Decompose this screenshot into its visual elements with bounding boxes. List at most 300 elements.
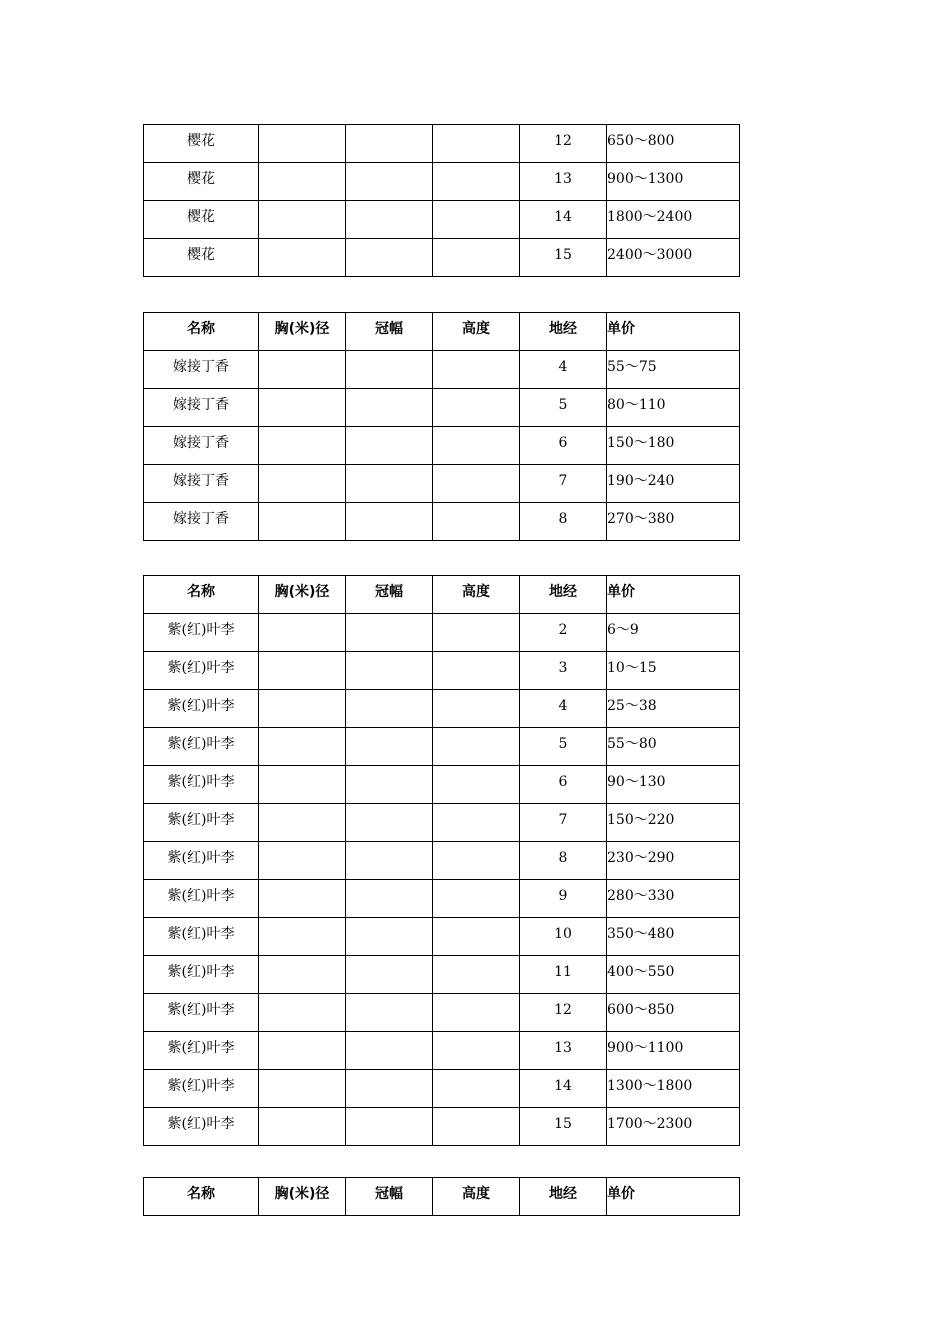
header-label: 地经 (549, 321, 577, 337)
name-cell (144, 614, 259, 652)
dbh-cell (259, 918, 346, 956)
name-cell-text: 紫(红)叶李 (167, 1040, 235, 1056)
height-cell-text (433, 766, 519, 774)
table-row (144, 918, 740, 956)
dbh-cell-text (259, 918, 345, 926)
dbh-cell-text (259, 652, 345, 660)
price-cell (607, 1070, 740, 1108)
name-cell (144, 652, 259, 690)
price-cell-text: 55～75 (607, 359, 657, 375)
ground-diameter-cell-text: 4 (558, 359, 568, 375)
ground-diameter-cell-text: 6 (558, 435, 568, 451)
ground-diameter-cell-text: 6 (558, 774, 568, 790)
price-table-next (143, 1177, 740, 1216)
name-cell-text: 紫(红)叶李 (167, 926, 235, 942)
crown-cell (346, 880, 433, 918)
crown-cell-text (346, 956, 432, 964)
ground-diameter-cell (520, 842, 607, 880)
crown-cell-text (346, 351, 432, 359)
dbh-cell (259, 842, 346, 880)
ground-diameter-cell (520, 427, 607, 465)
ground-diameter-cell (520, 389, 607, 427)
price-cell (607, 163, 740, 201)
crown-cell-text (346, 690, 432, 698)
header-label: 冠幅 (375, 584, 403, 600)
crown-cell-text (346, 842, 432, 850)
height-cell-text (433, 880, 519, 888)
dbh-cell-text (259, 239, 345, 247)
dbh-cell (259, 503, 346, 541)
price-cell-text: 280～330 (607, 888, 675, 904)
header-label: 单价 (607, 321, 635, 337)
table-row (144, 804, 740, 842)
ground-diameter-cell (520, 1032, 607, 1070)
height-cell (433, 766, 520, 804)
header-ground-diameter-cell (520, 313, 607, 351)
name-cell-text: 樱花 (187, 209, 215, 225)
dbh-cell-text (259, 1070, 345, 1078)
table-row (144, 956, 740, 994)
name-cell-text: 紫(红)叶李 (167, 888, 235, 904)
crown-cell-text (346, 427, 432, 435)
price-cell (607, 956, 740, 994)
name-cell (144, 201, 259, 239)
header-ground-diameter-cell (520, 1178, 607, 1216)
crown-cell-text (346, 880, 432, 888)
name-cell (144, 842, 259, 880)
header-label: 名称 (187, 321, 215, 337)
height-cell-text (433, 351, 519, 359)
height-cell-text (433, 125, 519, 133)
table-row (144, 690, 740, 728)
ground-diameter-cell (520, 1070, 607, 1108)
table-row (144, 652, 740, 690)
height-cell-text (433, 1032, 519, 1040)
dbh-cell-text (259, 690, 345, 698)
crown-cell (346, 1108, 433, 1146)
price-cell (607, 1032, 740, 1070)
price-cell (607, 201, 740, 239)
crown-cell-text (346, 1108, 432, 1116)
header-dbh-cell (259, 1178, 346, 1216)
ground-diameter-cell-text: 4 (558, 698, 568, 714)
height-cell-text (433, 389, 519, 397)
height-cell-text (433, 201, 519, 209)
price-cell-text: 650～800 (607, 133, 675, 149)
table-row (144, 766, 740, 804)
price-table-cherry (143, 124, 740, 277)
name-cell (144, 1108, 259, 1146)
table-row (144, 125, 740, 163)
ground-diameter-cell-text: 5 (558, 397, 568, 413)
name-cell-text: 紫(红)叶李 (167, 1116, 235, 1132)
name-cell (144, 1032, 259, 1070)
header-height-cell (433, 313, 520, 351)
table-row (144, 239, 740, 277)
height-cell (433, 690, 520, 728)
table-row (144, 994, 740, 1032)
price-cell-text: 900～1300 (607, 171, 684, 187)
crown-cell (346, 766, 433, 804)
ground-diameter-cell (520, 728, 607, 766)
price-cell (607, 125, 740, 163)
price-cell-text: 2400～3000 (607, 247, 693, 263)
header-label: 胸(米)径 (274, 1186, 330, 1202)
price-cell-text: 55～80 (607, 736, 657, 752)
crown-cell-text (346, 239, 432, 247)
ground-diameter-cell-text: 14 (554, 209, 572, 225)
height-cell-text (433, 728, 519, 736)
ground-diameter-cell-text: 11 (554, 964, 572, 980)
height-cell-text (433, 918, 519, 926)
name-cell (144, 163, 259, 201)
name-cell-text: 紫(红)叶李 (167, 622, 235, 638)
table-row (144, 163, 740, 201)
table-row (144, 427, 740, 465)
ground-diameter-cell-text: 3 (558, 660, 568, 676)
height-cell-text (433, 239, 519, 247)
price-cell-text: 1300～1800 (607, 1078, 693, 1094)
ground-diameter-cell (520, 351, 607, 389)
height-cell (433, 1108, 520, 1146)
name-cell-text: 紫(红)叶李 (167, 964, 235, 980)
dbh-cell (259, 728, 346, 766)
height-cell-text (433, 994, 519, 1002)
name-cell (144, 427, 259, 465)
height-cell (433, 728, 520, 766)
ground-diameter-cell (520, 766, 607, 804)
dbh-cell (259, 125, 346, 163)
header-crown-cell (346, 576, 433, 614)
crown-cell (346, 163, 433, 201)
dbh-cell (259, 690, 346, 728)
crown-cell-text (346, 201, 432, 209)
crown-cell-text (346, 994, 432, 1002)
height-cell-text (433, 1108, 519, 1116)
crown-cell (346, 842, 433, 880)
height-cell (433, 842, 520, 880)
table-header-row (144, 576, 740, 614)
header-price-cell (607, 1178, 740, 1216)
crown-cell-text (346, 503, 432, 511)
height-cell-text (433, 842, 519, 850)
crown-cell-text (346, 766, 432, 774)
ground-diameter-cell-text: 7 (558, 473, 568, 489)
table-row (144, 1108, 740, 1146)
height-cell-text (433, 465, 519, 473)
price-cell (607, 690, 740, 728)
ground-diameter-cell-text: 8 (558, 850, 568, 866)
name-cell (144, 239, 259, 277)
name-cell-text: 嫁接丁香 (173, 511, 229, 527)
height-cell (433, 351, 520, 389)
dbh-cell (259, 239, 346, 277)
price-cell-text: 25～38 (607, 698, 657, 714)
name-cell (144, 1070, 259, 1108)
name-cell-text: 樱花 (187, 247, 215, 263)
ground-diameter-cell-text: 15 (554, 247, 572, 263)
price-cell (607, 389, 740, 427)
name-cell (144, 956, 259, 994)
ground-diameter-cell-text: 14 (554, 1078, 572, 1094)
name-cell-text: 嫁接丁香 (173, 359, 229, 375)
ground-diameter-cell (520, 201, 607, 239)
header-label: 胸(米)径 (274, 321, 330, 337)
crown-cell-text (346, 1032, 432, 1040)
table-row (144, 201, 740, 239)
height-cell (433, 918, 520, 956)
crown-cell-text (346, 614, 432, 622)
crown-cell (346, 1070, 433, 1108)
ground-diameter-cell (520, 614, 607, 652)
dbh-cell (259, 1108, 346, 1146)
price-cell-text: 230～290 (607, 850, 675, 866)
ground-diameter-cell (520, 1108, 607, 1146)
crown-cell (346, 239, 433, 277)
price-cell-text: 1700～2300 (607, 1116, 693, 1132)
table-row (144, 1070, 740, 1108)
dbh-cell (259, 614, 346, 652)
name-cell-text: 紫(红)叶李 (167, 812, 235, 828)
ground-diameter-cell-text: 7 (558, 812, 568, 828)
crown-cell (346, 465, 433, 503)
dbh-cell-text (259, 427, 345, 435)
price-cell-text: 190～240 (607, 473, 675, 489)
crown-cell-text (346, 918, 432, 926)
header-label: 高度 (462, 584, 490, 600)
price-table-lilac (143, 312, 740, 541)
ground-diameter-cell-text: 9 (558, 888, 568, 904)
name-cell-text: 紫(红)叶李 (167, 736, 235, 752)
price-cell-text: 6～9 (607, 622, 639, 638)
height-cell-text (433, 652, 519, 660)
price-table-purple-leaf-plum (143, 575, 740, 1146)
price-cell-text: 150～220 (607, 812, 675, 828)
crown-cell (346, 728, 433, 766)
crown-cell (346, 804, 433, 842)
price-cell (607, 880, 740, 918)
dbh-cell (259, 1032, 346, 1070)
crown-cell (346, 652, 433, 690)
crown-cell-text (346, 804, 432, 812)
dbh-cell (259, 465, 346, 503)
name-cell-text: 紫(红)叶李 (167, 698, 235, 714)
dbh-cell (259, 652, 346, 690)
header-label: 地经 (549, 1186, 577, 1202)
table-row (144, 465, 740, 503)
price-cell-text: 350～480 (607, 926, 675, 942)
name-cell-text: 嫁接丁香 (173, 397, 229, 413)
ground-diameter-cell (520, 652, 607, 690)
price-cell-text: 10～15 (607, 660, 657, 676)
height-cell (433, 125, 520, 163)
table-row (144, 614, 740, 652)
height-cell (433, 1032, 520, 1070)
crown-cell (346, 351, 433, 389)
ground-diameter-cell-text: 5 (558, 736, 568, 752)
ground-diameter-cell (520, 503, 607, 541)
crown-cell-text (346, 163, 432, 171)
crown-cell-text (346, 125, 432, 133)
dbh-cell (259, 766, 346, 804)
name-cell-text: 樱花 (187, 133, 215, 149)
name-cell (144, 389, 259, 427)
dbh-cell (259, 956, 346, 994)
table-row (144, 351, 740, 389)
ground-diameter-cell-text: 12 (554, 1002, 572, 1018)
name-cell-text: 樱花 (187, 171, 215, 187)
header-label: 高度 (462, 321, 490, 337)
price-cell (607, 239, 740, 277)
dbh-cell (259, 994, 346, 1032)
ground-diameter-cell-text: 13 (554, 1040, 572, 1056)
ground-diameter-cell-text: 12 (554, 133, 572, 149)
ground-diameter-cell (520, 880, 607, 918)
price-cell (607, 804, 740, 842)
height-cell (433, 614, 520, 652)
price-cell-text: 270～380 (607, 511, 675, 527)
height-cell (433, 239, 520, 277)
height-cell (433, 389, 520, 427)
height-cell (433, 201, 520, 239)
price-cell (607, 918, 740, 956)
table-row (144, 842, 740, 880)
price-cell-text: 150～180 (607, 435, 675, 451)
table-row (144, 1032, 740, 1070)
dbh-cell-text (259, 465, 345, 473)
dbh-cell-text (259, 728, 345, 736)
height-cell (433, 652, 520, 690)
height-cell (433, 427, 520, 465)
crown-cell (346, 614, 433, 652)
ground-diameter-cell-text: 8 (558, 511, 568, 527)
name-cell-text: 紫(红)叶李 (167, 1002, 235, 1018)
ground-diameter-cell (520, 239, 607, 277)
dbh-cell-text (259, 389, 345, 397)
crown-cell (346, 1032, 433, 1070)
header-price-cell (607, 576, 740, 614)
table-header-row (144, 1178, 740, 1216)
name-cell-text: 紫(红)叶李 (167, 1078, 235, 1094)
height-cell (433, 465, 520, 503)
header-label: 单价 (607, 584, 635, 600)
dbh-cell (259, 427, 346, 465)
name-cell-text: 嫁接丁香 (173, 473, 229, 489)
header-ground-diameter-cell (520, 576, 607, 614)
header-price-cell (607, 313, 740, 351)
price-cell-text: 600～850 (607, 1002, 675, 1018)
header-height-cell (433, 576, 520, 614)
header-height-cell (433, 1178, 520, 1216)
name-cell (144, 125, 259, 163)
header-dbh-cell (259, 313, 346, 351)
dbh-cell-text (259, 1108, 345, 1116)
name-cell (144, 804, 259, 842)
dbh-cell (259, 163, 346, 201)
price-cell (607, 842, 740, 880)
price-cell-text: 80～110 (607, 397, 666, 413)
ground-diameter-cell-text: 10 (554, 926, 572, 942)
dbh-cell-text (259, 351, 345, 359)
header-label: 单价 (607, 1186, 635, 1202)
crown-cell (346, 690, 433, 728)
header-name-cell (144, 576, 259, 614)
name-cell-text: 嫁接丁香 (173, 435, 229, 451)
crown-cell (346, 201, 433, 239)
ground-diameter-cell-text: 15 (554, 1116, 572, 1132)
height-cell-text (433, 614, 519, 622)
crown-cell (346, 994, 433, 1032)
height-cell-text (433, 427, 519, 435)
ground-diameter-cell (520, 956, 607, 994)
header-name-cell (144, 1178, 259, 1216)
dbh-cell (259, 880, 346, 918)
dbh-cell-text (259, 614, 345, 622)
table-row (144, 880, 740, 918)
dbh-cell-text (259, 994, 345, 1002)
ground-diameter-cell (520, 994, 607, 1032)
dbh-cell-text (259, 880, 345, 888)
dbh-cell (259, 389, 346, 427)
height-cell-text (433, 1070, 519, 1078)
crown-cell (346, 427, 433, 465)
dbh-cell-text (259, 1032, 345, 1040)
dbh-cell-text (259, 842, 345, 850)
header-label: 地经 (549, 584, 577, 600)
name-cell (144, 728, 259, 766)
crown-cell (346, 956, 433, 994)
price-cell (607, 351, 740, 389)
price-cell (607, 766, 740, 804)
name-cell-text: 紫(红)叶李 (167, 850, 235, 866)
crown-cell-text (346, 652, 432, 660)
height-cell (433, 1070, 520, 1108)
table-row (144, 389, 740, 427)
crown-cell-text (346, 465, 432, 473)
name-cell (144, 880, 259, 918)
price-cell (607, 652, 740, 690)
table-row (144, 503, 740, 541)
price-cell (607, 427, 740, 465)
dbh-cell (259, 351, 346, 389)
name-cell (144, 690, 259, 728)
ground-diameter-cell (520, 465, 607, 503)
price-cell (607, 465, 740, 503)
name-cell (144, 503, 259, 541)
header-name-cell (144, 313, 259, 351)
ground-diameter-cell (520, 125, 607, 163)
header-label: 高度 (462, 1186, 490, 1202)
height-cell-text (433, 956, 519, 964)
height-cell (433, 163, 520, 201)
dbh-cell (259, 1070, 346, 1108)
header-label: 胸(米)径 (274, 584, 330, 600)
table-row (144, 728, 740, 766)
crown-cell-text (346, 728, 432, 736)
crown-cell-text (346, 389, 432, 397)
header-crown-cell (346, 1178, 433, 1216)
ground-diameter-cell (520, 804, 607, 842)
dbh-cell-text (259, 125, 345, 133)
crown-cell (346, 918, 433, 956)
price-cell-text: 90～130 (607, 774, 666, 790)
price-cell (607, 1108, 740, 1146)
name-cell (144, 351, 259, 389)
height-cell-text (433, 503, 519, 511)
crown-cell (346, 389, 433, 427)
dbh-cell-text (259, 163, 345, 171)
name-cell (144, 766, 259, 804)
